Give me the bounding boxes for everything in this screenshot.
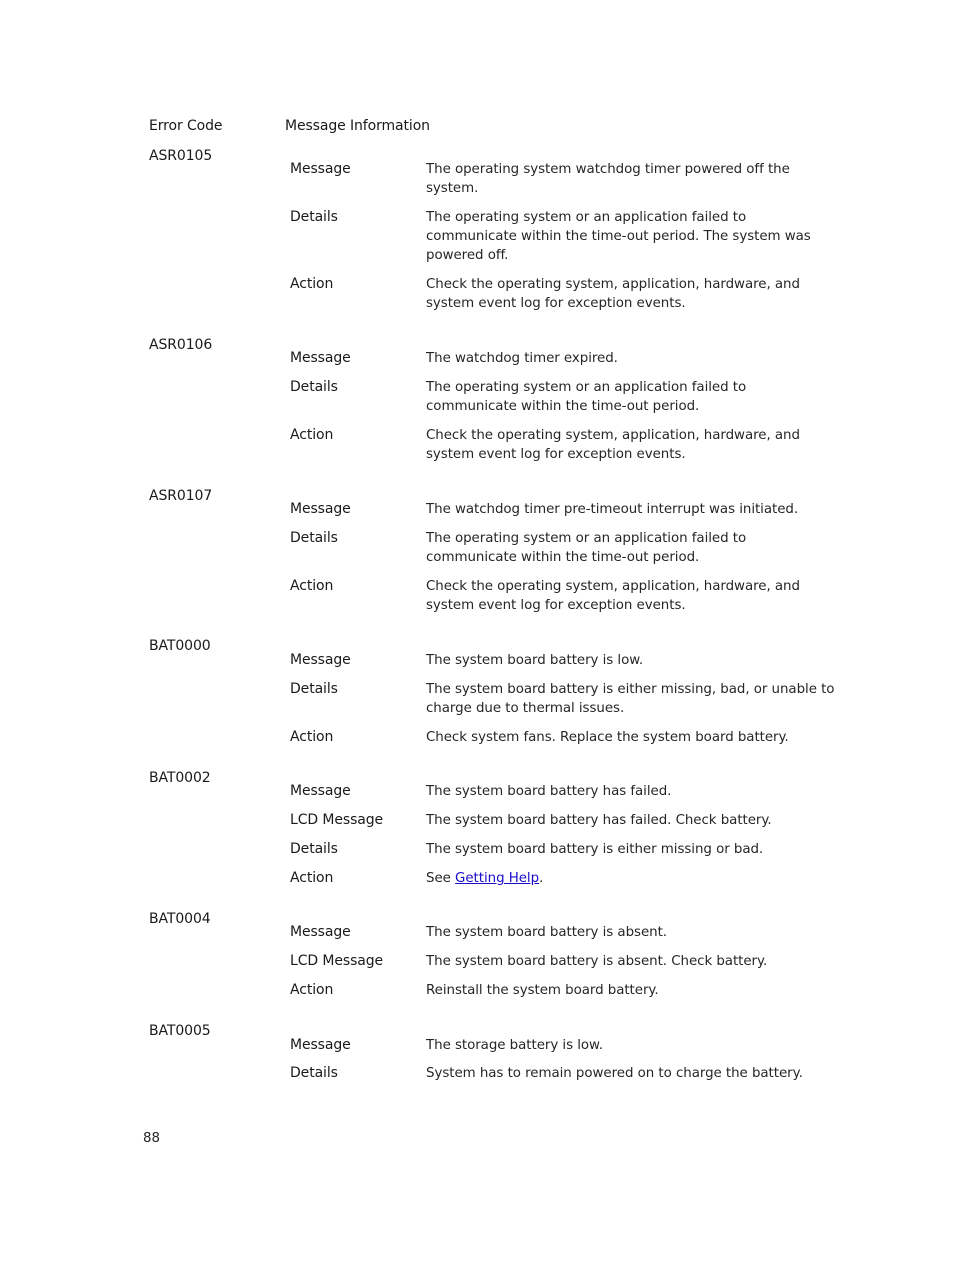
field-label: Details [290, 841, 338, 857]
field-label: LCD Message [290, 812, 384, 828]
field-label: Details [290, 530, 338, 546]
field-value: Reinstall the system board battery. [426, 983, 659, 998]
field-value: Check the operating system, application, hardware, and system event log for exception events. [426, 428, 800, 462]
page-number: 88 [143, 1131, 161, 1146]
error-code: ASR0105 [149, 148, 213, 164]
action-prefix-text: See [426, 871, 456, 886]
field-value: Check the operating system, application, hardware, and system event log for exception events. [426, 277, 800, 311]
field-label: Details [290, 681, 338, 697]
field-label: Action [290, 729, 334, 745]
field-label: Action [290, 276, 334, 292]
column-header-message-information: Message Information [285, 118, 430, 134]
table-header-row [149, 118, 849, 140]
error-code: BAT0005 [149, 1023, 211, 1039]
error-code: BAT0004 [149, 911, 211, 927]
field-label: Message [290, 924, 351, 940]
column-header-error-code: Error Code [149, 118, 223, 134]
field-value: System has to remain powered on to charge the battery. [426, 1066, 803, 1081]
error-code: ASR0106 [149, 337, 213, 353]
field-value: Check the operating system, application, hardware, and system event log for exception events. [426, 579, 800, 613]
getting-help-link[interactable]: Getting Help [455, 871, 540, 886]
field-label: Details [290, 379, 338, 395]
field-value [426, 869, 836, 888]
field-value: The operating system watchdog timer powered off the system. [426, 162, 790, 196]
field-value: The system board battery is absent. [426, 925, 668, 940]
field-label: Message [290, 350, 351, 366]
field-value: The watchdog timer pre-timeout interrupt was initiated. [426, 502, 799, 517]
field-label: Message [290, 501, 351, 517]
field-value: The system board battery is low. [426, 653, 644, 668]
field-value: The system board battery is either missing or bad. [426, 842, 764, 857]
field-value: The operating system or an application failed to communicate within the time-out period. The system was powered off. [426, 210, 811, 263]
field-value: The system board battery has failed. Check battery. [426, 813, 772, 828]
field-value: The watchdog timer expired. [426, 351, 618, 366]
field-value: The operating system or an application failed to communicate within the time-out period. [426, 531, 747, 565]
field-label: Message [290, 161, 351, 177]
field-value: The system board battery is either missing, bad, or unable to charge due to thermal issues. [426, 682, 835, 716]
field-label: Details [290, 209, 338, 225]
error-code: ASR0107 [149, 488, 213, 504]
field-label: Action [290, 578, 334, 594]
field-value: The system board battery has failed. [426, 784, 672, 799]
field-value: The storage battery is low. [426, 1038, 603, 1053]
error-code: BAT0000 [149, 638, 211, 654]
field-value: Check system fans. Replace the system board battery. [426, 730, 789, 745]
field-label: LCD Message [290, 953, 384, 969]
field-label: Message [290, 783, 351, 799]
action-suffix-text: . [539, 871, 544, 886]
field-label: Details [290, 1065, 338, 1081]
error-code: BAT0002 [149, 770, 211, 786]
field-label: Action [290, 982, 334, 998]
field-value: The system board battery is absent. Check battery. [426, 954, 768, 969]
field-label: Action [290, 427, 334, 443]
field-label: Message [290, 1037, 351, 1053]
field-label: Action [290, 870, 334, 886]
field-value: The operating system or an application failed to communicate within the time-out period. [426, 380, 747, 414]
field-label: Message [290, 652, 351, 668]
